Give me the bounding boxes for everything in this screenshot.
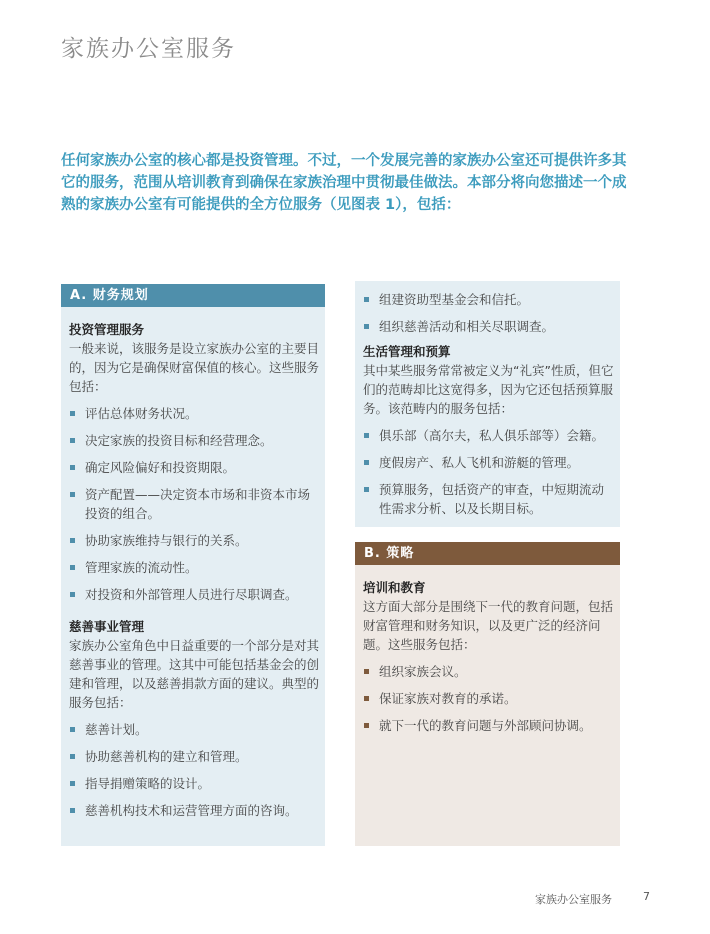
lifestyle-title: 生活管理和预算 — [363, 344, 451, 359]
financial-planning-continued-panel — [355, 281, 620, 527]
list-item: 决定家族的投资目标和经营理念。 — [69, 431, 319, 450]
financial-planning-panel — [61, 284, 325, 846]
bullet-icon — [70, 492, 75, 497]
training-section — [363, 578, 614, 735]
page-title: 家族办公室服务 — [61, 36, 236, 62]
list-item: 评估总体财务状况。 — [69, 404, 319, 423]
page-number: 7 — [643, 890, 650, 903]
bullet-icon — [70, 538, 75, 543]
bullet-icon — [70, 438, 75, 443]
investment-title: 投资管理服务 — [69, 322, 145, 337]
bullet-icon — [364, 696, 369, 701]
list-item: 组织慈善活动和相关尽职调查。 — [363, 317, 614, 336]
philanthropy-title: 慈善事业管理 — [69, 619, 145, 634]
bullet-icon — [70, 781, 75, 786]
philanthropy-continued-list — [363, 290, 614, 336]
lifestyle-list — [363, 426, 614, 518]
philanthropy-desc: 家族办公室角色中日益重要的一个部分是对其慈善事业的管理。这其中可能包括基金会的创建和管理，以及慈善捐款方面的建议。典型的服务包括： — [69, 638, 320, 710]
bullet-icon — [364, 669, 369, 674]
list-item: 组建资助型基金会和信托。 — [363, 290, 614, 309]
bullet-icon — [70, 465, 75, 470]
investment-section — [69, 320, 319, 604]
investment-desc: 一般来说，该服务是设立家族办公室的主要目的，因为它是确保财富保值的核心。这些服务包括： — [69, 341, 320, 394]
bullet-icon — [70, 565, 75, 570]
list-item: 俱乐部（高尔夫，私人俱乐部等）会籍。 — [363, 426, 614, 445]
list-item: 对投资和外部管理人员进行尽职调查。 — [69, 585, 319, 604]
intro-paragraph: 任何家族办公室的核心都是投资管理。不过，一个发展完善的家族办公室还可提供许多其它的服务，范围从培训教育到确保在家族治理中贯彻最佳做法。本部分将向您描述一个成熟的家族办公室有可能提供的全方位服务（见图表 1），包括： — [61, 153, 627, 213]
training-list — [363, 662, 614, 735]
list-item: 保证家族对教育的承诺。 — [363, 689, 614, 708]
philanthropy-section — [69, 617, 319, 820]
bullet-icon — [364, 723, 369, 728]
list-item: 慈善机构技术和运营管理方面的咨询。 — [69, 801, 319, 820]
list-item: 预算服务，包括资产的审查，中短期流动性需求分析、以及长期目标。 — [363, 480, 614, 518]
bullet-icon — [364, 324, 369, 329]
list-item: 度假房产、私人飞机和游艇的管理。 — [363, 453, 614, 472]
section-a-header: A. 财务规划 — [61, 284, 325, 307]
list-item: 慈善计划。 — [69, 720, 319, 739]
bullet-icon — [70, 411, 75, 416]
list-item: 就下一代的教育问题与外部顾问协调。 — [363, 716, 614, 735]
philanthropy-list — [69, 720, 319, 820]
lifestyle-section — [363, 342, 614, 518]
list-item: 组织家族会议。 — [363, 662, 614, 681]
bullet-icon — [70, 808, 75, 813]
list-item: 资产配置——决定资本市场和非资本市场投资的组合。 — [69, 485, 319, 523]
list-item: 协助慈善机构的建立和管理。 — [69, 747, 319, 766]
training-title: 培训和教育 — [363, 580, 426, 595]
philanthropy-continued — [363, 282, 614, 336]
list-item: 协助家族维持与银行的关系。 — [69, 531, 319, 550]
footer-title: 家族办公室服务 — [535, 893, 612, 906]
section-b-header: B. 策略 — [355, 542, 620, 565]
bullet-icon — [70, 727, 75, 732]
investment-list — [69, 404, 319, 604]
bullet-icon — [70, 754, 75, 759]
bullet-icon — [364, 297, 369, 302]
list-item: 指导捐赠策略的设计。 — [69, 774, 319, 793]
training-desc: 这方面大部分是围绕下一代的教育问题，包括财富管理和财务知识，以及更广泛的经济问题。这些服务包括： — [363, 599, 614, 652]
bullet-icon — [70, 592, 75, 597]
list-item: 确定风险偏好和投资期限。 — [69, 458, 319, 477]
bullet-icon — [364, 433, 369, 438]
strategy-panel — [355, 542, 620, 846]
bullet-icon — [364, 487, 369, 492]
bullet-icon — [364, 460, 369, 465]
list-item: 管理家族的流动性。 — [69, 558, 319, 577]
lifestyle-desc: 其中某些服务常常被定义为“礼宾”性质，但它们的范畴却比这宽得多，因为它还包括预算服务。该范畴内的服务包括： — [363, 363, 614, 416]
